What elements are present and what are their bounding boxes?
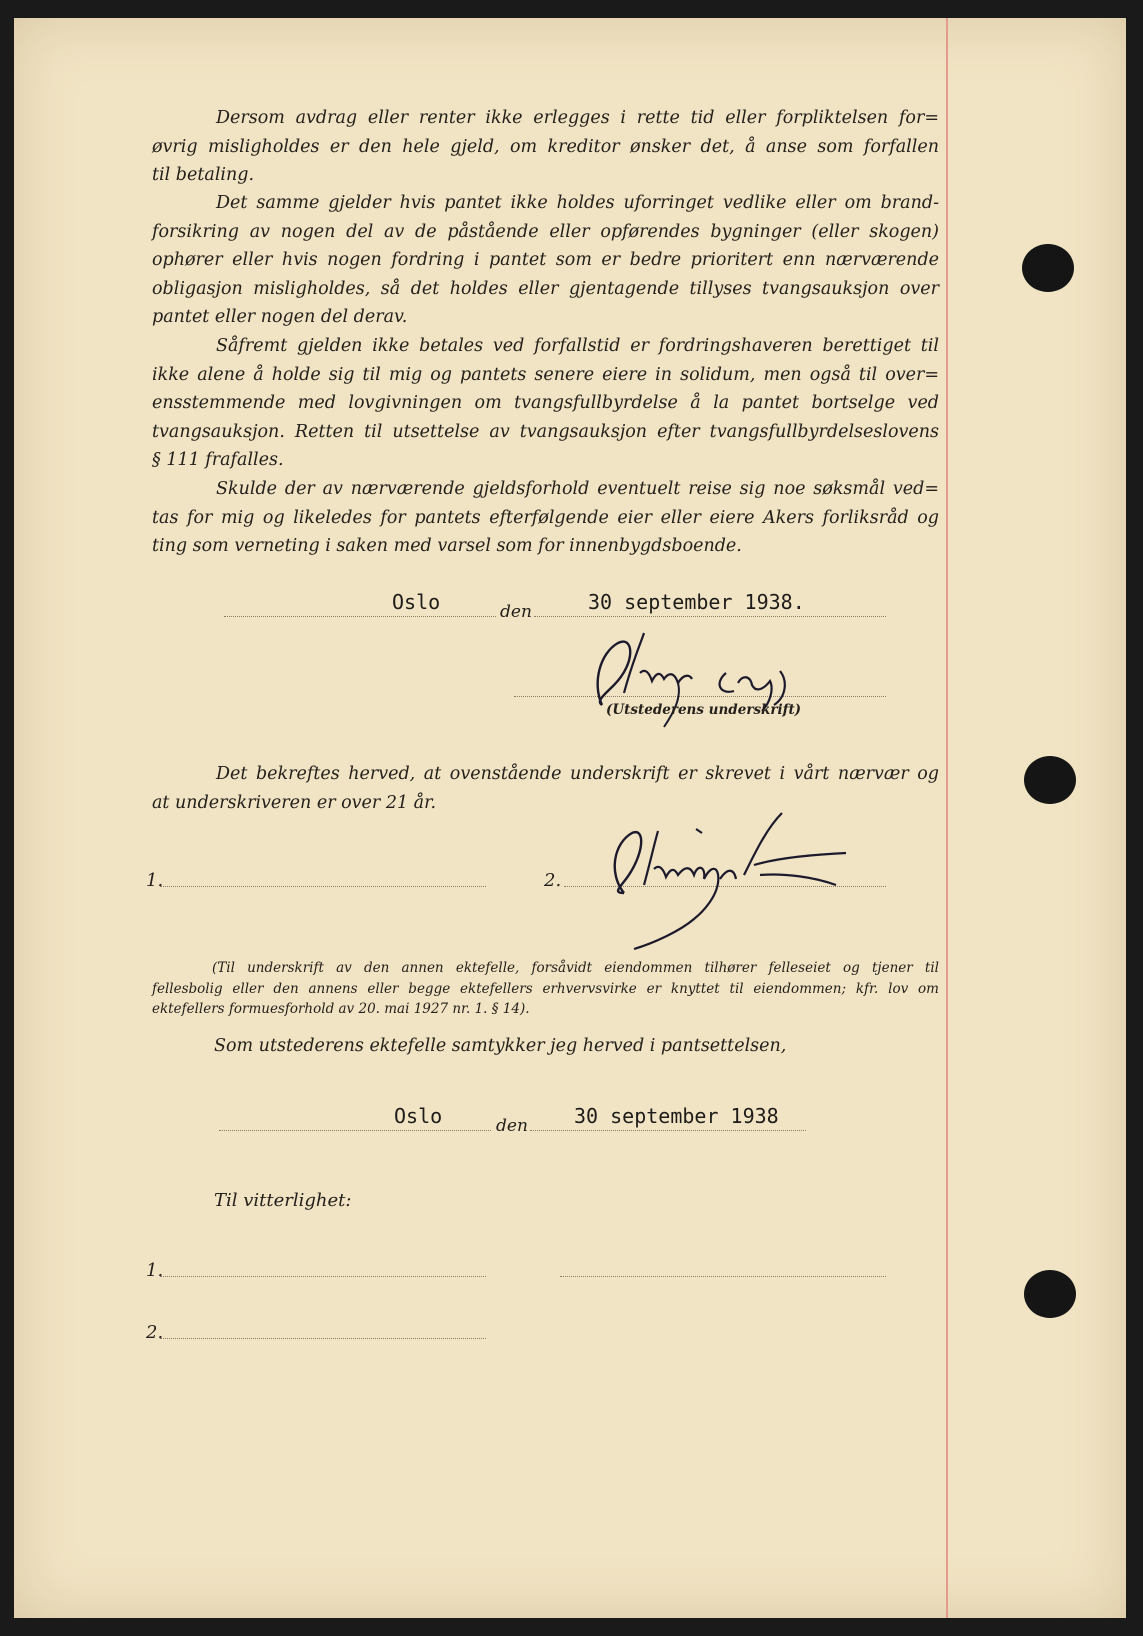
attestation-label: Til vitterlighet: [214,1190,352,1211]
paragraph-venue [152,475,939,561]
consent-date: 30 september 1938 [574,1104,779,1128]
place-line [224,616,496,617]
attestation-number-2: 2. [146,1322,164,1343]
punch-hole [1022,244,1074,292]
text-line: § 111 frafalles. [152,450,284,470]
punch-hole [1024,1270,1076,1318]
witness-number-2: 2. [544,870,562,891]
text-line: til betaling. [152,165,255,185]
text-line: ensstemmende med lovgivningen om tvangsfullbyrdelse å la pantet bortselge ved [152,393,939,413]
text-line: (Til underskrift av den annen ektefelle, forsåvidt eiendommen tilhører felleseiet og tjener til [212,960,939,976]
text-line: obligasjon misligholdes, så det holdes eller gjentagende tillyses tvangsauksjon over [152,278,939,299]
consent-place: Oslo [394,1104,443,1128]
date-line [534,616,886,617]
text-line: ting som verneting i saken med varsel som for innenbygdsboende. [152,536,742,556]
paragraph-default [152,104,939,190]
paragraph-insurance [152,189,939,332]
text-line: forsikring av nogen del av de påstående eller opførendes bygninger (eller skogen) [152,221,939,242]
spouse-note [152,958,939,1020]
text-line: Det samme gjelder hvis pantet ikke holdes uforringet vedlike eller om brand- [216,193,939,213]
punch-hole [1024,756,1076,804]
text-line: ikke alene å holde sig til mig og pantets senere eiere in solidum, men også til over= [152,364,939,385]
text-line: tas for mig og likeledes for pantets efterfølgende eier eller eiere Akers forliksråd og [152,507,939,528]
spouse-consent-text: Som utstederens ektefelle samtykker jeg herved i pantsettelsen, [214,1036,787,1056]
text-line: Såfremt gjelden ikke betales ved forfallstid er fordringshaveren berettiget til [216,336,939,356]
attestation-line-1b [560,1276,886,1277]
consent-date-line [530,1130,806,1131]
witness-line-1 [160,886,486,887]
text-line: tvangsauksjon. Retten til utsettelse av tvangsauksjon efter tvangsfullbyrdelseslovens [152,421,939,442]
issue-date: 30 september 1938. [588,590,805,614]
text-line: ophører eller hvis nogen fordring i pantet som er bedre prioritert enn nærværende [152,250,939,270]
text-line: at underskriveren er over 21 år. [152,792,437,813]
margin-line [946,18,948,1618]
text-line: fellesbolig eller den annens eller begge ektefellers erhvervsvirke er knyttet til eiendommen; kfr. lov om [152,980,939,997]
document-page [14,18,1126,1618]
issue-place: Oslo [392,590,441,614]
issuer-signature-label: (Utstederens underskrift) [606,702,802,718]
issuer-signature-mark [574,623,854,743]
text-line: ektefellers formuesforhold av 20. mai 1927 nr. 1. § 14). [152,1001,530,1017]
text-line: Skulde der av nærværende gjeldsforhold eventuelt reise sig noe søksmål ved= [216,479,939,499]
attestation-number-1: 1. [146,1260,164,1281]
text-line: pantet eller nogen del derav. [152,307,408,327]
text-line: Det bekreftes herved, at ovenstående underskrift er skrevet i vårt nærvær og [216,764,939,784]
issue-den-label: den [500,602,532,622]
paragraph-enforcement [152,332,939,475]
consent-place-line [219,1130,491,1131]
witness-signature-mark [584,793,854,953]
consent-den-label: den [496,1116,528,1136]
attestation-line-2 [160,1338,486,1339]
witness-number-1: 1. [146,870,164,891]
text-line: Dersom avdrag eller renter ikke erlegges i rette tid eller forpliktelsen for= [216,108,939,128]
attestation-line-1 [160,1276,486,1277]
text-line: øvrig misligholdes er den hele gjeld, om kreditor ønsker det, å anse som forfallen [152,136,939,157]
